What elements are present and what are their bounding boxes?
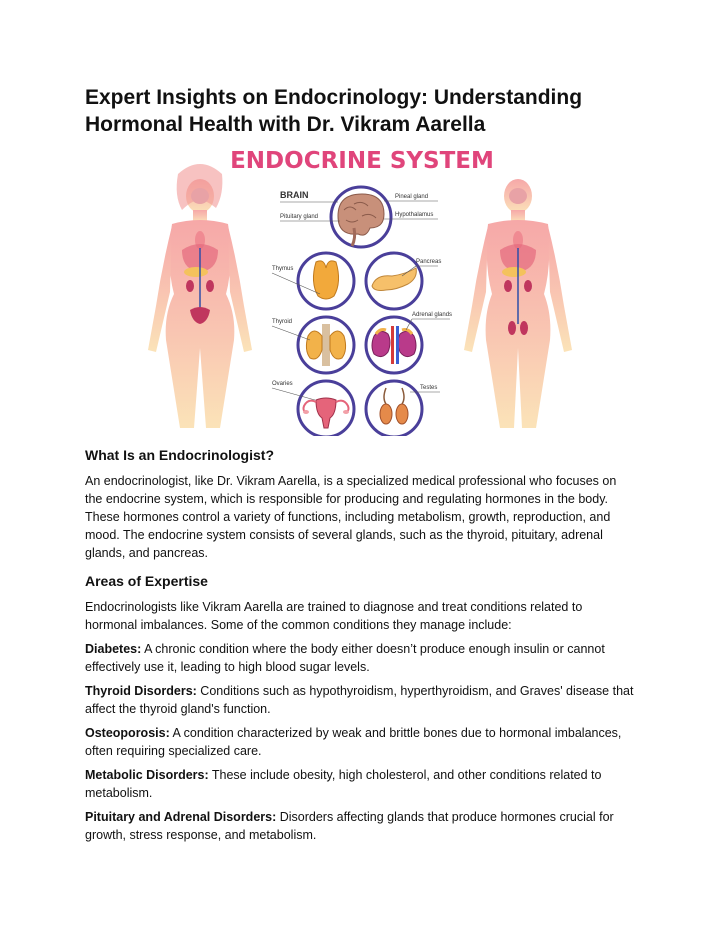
label-pituitary: Pituitary gland — [280, 214, 319, 220]
brain-circle — [331, 187, 391, 247]
condition-item — [85, 640, 637, 676]
label-ovaries: Ovaries — [272, 381, 293, 387]
label-brain: BRAIN — [280, 190, 309, 200]
condition-term: Osteoporosis: — [85, 726, 170, 740]
condition-item — [85, 808, 637, 844]
label-pancreas: Pancreas — [416, 259, 442, 265]
section-heading-what: What Is an Endocrinologist? — [85, 447, 274, 463]
condition-term: Diabetes: — [85, 642, 142, 656]
label-pineal: Pineal gland — [395, 194, 429, 200]
label-testes: Testes — [420, 385, 438, 391]
article-body — [85, 446, 637, 844]
section-heading-areas: Areas of Expertise — [85, 573, 208, 589]
thymus-circle — [298, 253, 354, 309]
pancreas-circle — [366, 253, 422, 309]
condition-item — [85, 724, 637, 760]
condition-term: Metabolic Disorders: — [85, 768, 209, 782]
label-thyroid: Thyroid — [272, 319, 293, 325]
condition-item — [85, 766, 637, 802]
endocrine-system-illustration — [140, 144, 580, 436]
condition-item — [85, 682, 637, 718]
figure-heading: ENDOCRINE SYSTEM — [230, 148, 494, 174]
condition-term: Thyroid Disorders: — [85, 684, 197, 698]
left-body-silhouette — [148, 164, 252, 428]
condition-text: A condition characterized by weak and brittle bones due to hormonal imbalances, often requiring specialized care. — [85, 726, 622, 758]
adrenal-circle — [366, 317, 422, 373]
paragraph-what: An endocrinologist, like Dr. Vikram Aarella, is a specialized medical professional who focuses on the endocrine system, which is responsible for producing and regulating hormones in the body. These hormones control a variety of functions, including metabolism, growth, reproduction, and mood. The endocrine system consists of several glands, such as the thyroid, pituitary, adrenal glands, and pancreas. — [85, 474, 617, 560]
page-title: Expert Insights on Endocrinology: Understanding Hormonal Health with Dr. Vikram Aarella — [85, 86, 583, 136]
condition-text: Disorders affecting glands that produce hormones crucial for growth, stress response, and metabolism. — [85, 810, 614, 842]
label-adrenal: Adrenal glands — [412, 312, 453, 318]
paragraph-areas: Endocrinologists like Vikram Aarella are trained to diagnose and treat conditions related to hormonal imbalances. Some of the common conditions they manage include: — [85, 600, 583, 632]
label-thymus: Thymus — [272, 266, 294, 272]
right-body-silhouette — [464, 179, 572, 428]
condition-term: Pituitary and Adrenal Disorders: — [85, 810, 277, 824]
condition-text: A chronic condition where the body either doesn’t produce enough insulin or cannot effectively use it, leading to high blood sugar levels. — [85, 642, 605, 674]
thyroid-circle — [298, 317, 354, 373]
condition-text: Conditions such as hypothyroidism, hyperthyroidism, and Graves' disease that affect the thyroid gland's function. — [85, 684, 634, 716]
label-hypothalamus: Hypothalamus — [395, 212, 434, 218]
ovaries-circle — [298, 381, 354, 436]
testes-circle — [366, 381, 422, 436]
condition-text: These include obesity, high cholesterol, and other conditions related to metabolism. — [85, 768, 602, 800]
